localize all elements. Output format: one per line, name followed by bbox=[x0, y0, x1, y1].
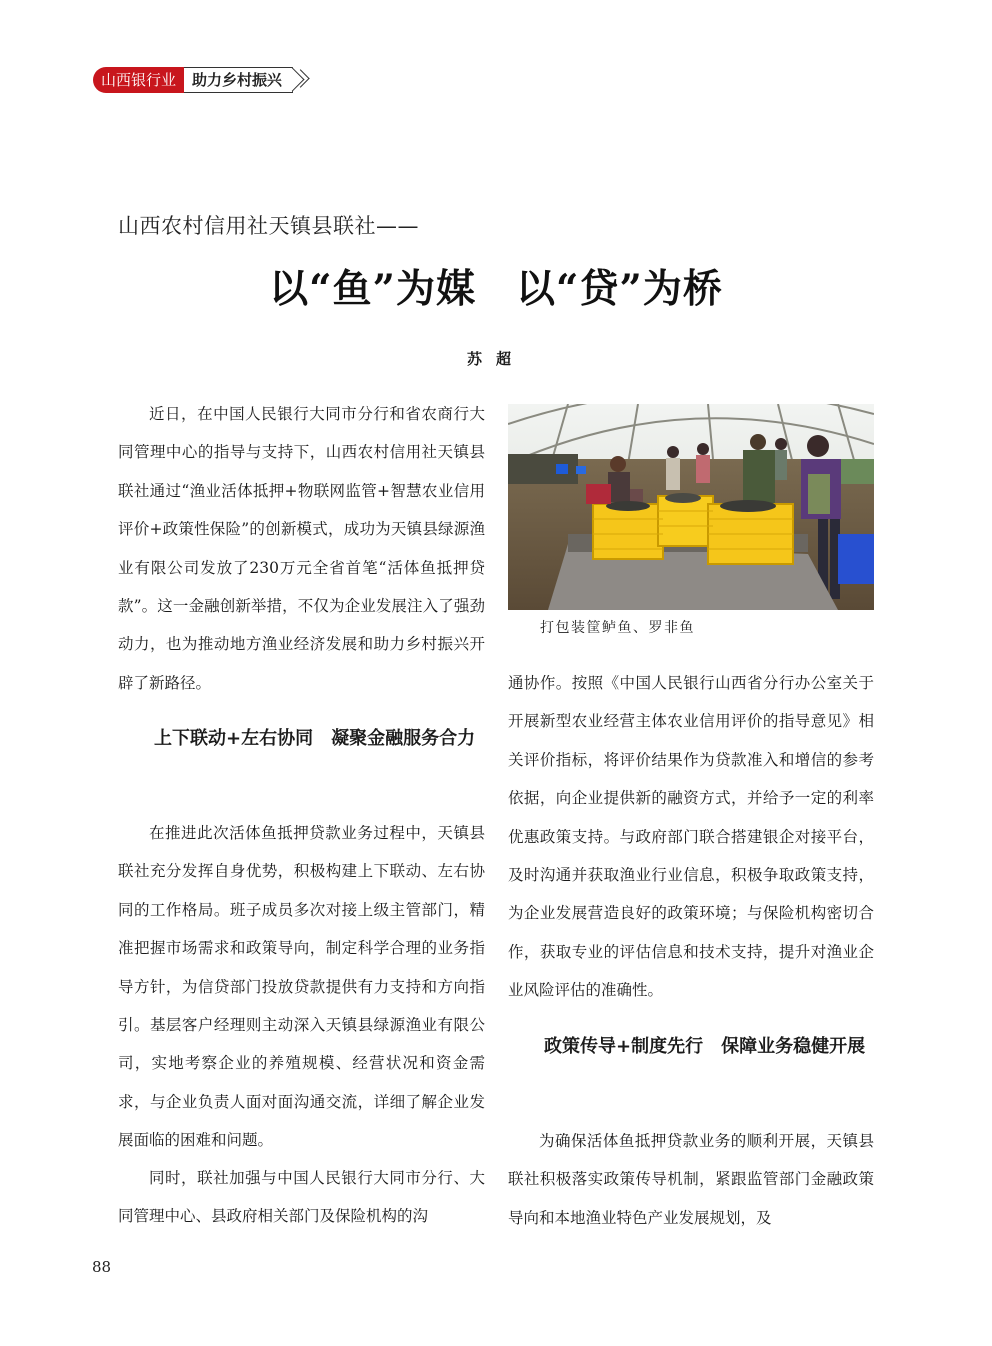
section-heading-2: 政策传导+制度先行 保障业务稳健开展 bbox=[544, 1036, 866, 1057]
section-tag-label: 助力乡村振兴 bbox=[184, 67, 293, 93]
paragraph-continued: 通协作。按照《中国人民银行山西省分行办公室关于开展新型农业经营主体农业信用评价的指导意见》相关评价指标，将评价结果作为贷款准入和增信的参考依据，向企业提供新的融资方式，并给予一定的利率优惠政策支持。与政府部门联合搭建银企对接平台，及时沟通并获取渔业行业信息，积极争取政策支持，为企业发展营造良好的政策环境；与保险机构密切合作，获取专业的评估信息和技术支持，提升对渔业企业风险评估的准确性。 bbox=[508, 674, 874, 1000]
page-number: 88 bbox=[92, 1258, 112, 1276]
article-title: 以“鱼”为媒 以“贷”为桥 bbox=[269, 266, 723, 312]
section-tag bbox=[93, 67, 293, 93]
article-subtitle: 山西农村信用社天镇县联社—— bbox=[118, 214, 419, 238]
photo-caption: 打包装筐鲈鱼、罗非鱼 bbox=[540, 620, 695, 636]
chevron-right-icon bbox=[291, 69, 309, 87]
article-author: 苏超 bbox=[466, 350, 525, 368]
paragraph-intro: 近日，在中国人民银行大同市分行和省农商行大同管理中心的指导与支持下，山西农村信用社天镇县联社通过“渔业活体抵押+物联网监管+智慧农业信用评价+政策性保险”的创新模式，成功为天镇县绿源渔业有限公司发放了230万元全省首笔“活体鱼抵押贷款”。这一金融创新举措，不仅为企业发展注入了强劲动力，也为推动地方渔业经济发展和助力乡村振兴开辟了新路径。 bbox=[118, 405, 485, 692]
section-heading-1: 上下联动+左右协同 凝聚金融服务合力 bbox=[154, 728, 476, 749]
paragraph-section2: 为确保活体鱼抵押贷款业务的顺利开展，天镇县联社积极落实政策传导机制，紧跟监管部门金融政策导向和本地渔业特色产业发展规划，及 bbox=[508, 1132, 874, 1227]
section-tag-red: 山西银行业 bbox=[93, 67, 184, 93]
paragraph-section1-a: 在推进此次活体鱼抵押贷款业务过程中，天镇县联社充分发挥自身优势，积极构建上下联动、左右协同的工作格局。班子成员多次对接上级主管部门，精准把握市场需求和政策导向，制定科学合理的业务指导方针，为信贷部门投放贷款提供有力支持和方向指引。基层客户经理则主动深入天镇县绿源渔业有限公司，实地考察企业的养殖规模、经营状况和资金需求，与企业负责人面对面沟通交流，详细了解企业发展面临的困难和问题。 bbox=[118, 824, 485, 1150]
paragraph-section1-b: 同时，联社加强与中国人民银行大同市分行、大同管理中心、县政府相关部门及保险机构的沟 bbox=[118, 1169, 485, 1226]
fish-packing-photo bbox=[508, 404, 874, 610]
